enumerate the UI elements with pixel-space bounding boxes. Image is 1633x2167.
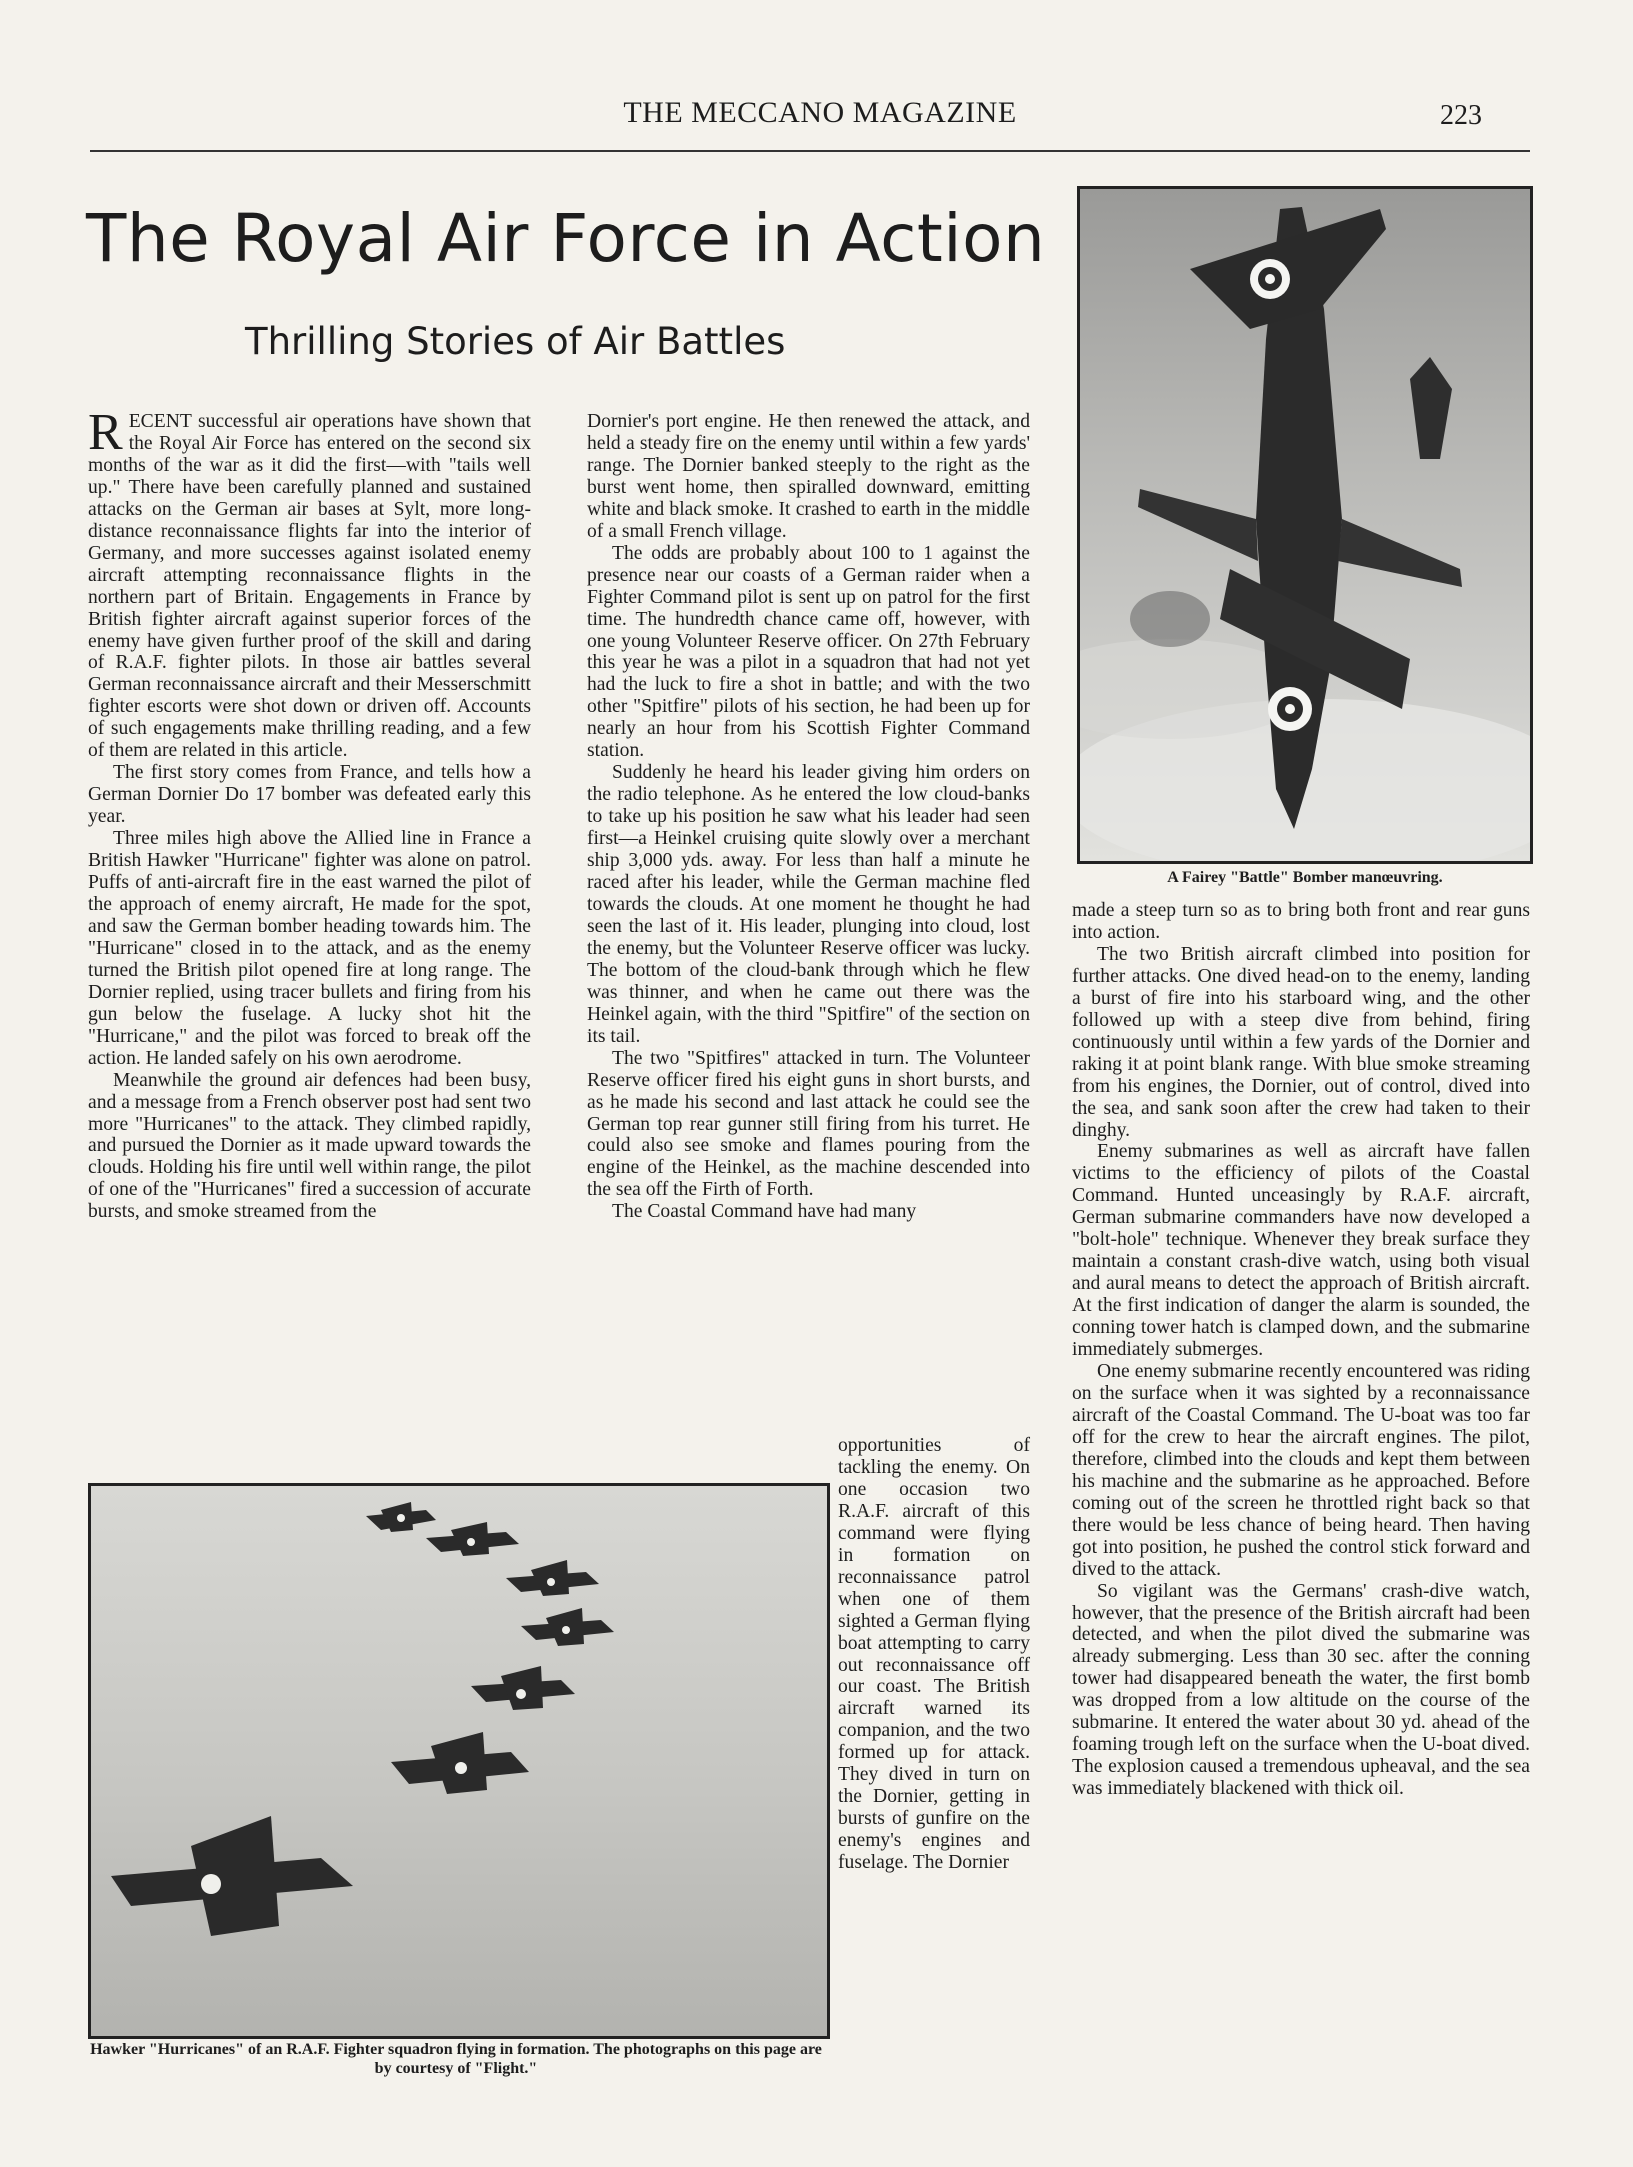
magazine-title: THE MECCANO MAGAZINE: [623, 96, 1017, 129]
article-subtitle: Thrilling Stories of Air Battles: [245, 320, 786, 363]
article-column-1: [88, 404, 531, 1223]
paragraph: The two British aircraft climbed into position for further attacks. One dived head-on to the enemy, landing a burst of fire into his starboard wing, and the other followed up with a steep dive from behind, firing continuously until within a few yards of the Dornier and raking it at point blank range. With blue smoke streaming from his engines, the Dornier, out of control, dived into the sea, and sank soon after the crew had taken to their dinghy.: [1072, 943, 1530, 1141]
paragraph: opportunities of tackling the enemy. On one occasion two R.A.F. aircraft of this command were flying in formation on reconnaissance patrol when one of them sighted a German flying boat attempting to carry out reconnaissance off our coast. The British aircraft warned its companion, and the two formed up for attack. They dived in turn on the Dornier, getting in bursts of gunfire on the enemy's engines and fuselage. The Dornier: [838, 1435, 1030, 1874]
article-column-3: [1072, 900, 1530, 1800]
paragraph: The Coastal Command have had many: [612, 1201, 917, 1223]
paragraph: Dornier's port engine. He then renewed the attack, and held a steady fire on the enemy until within a few yards' range. The Dornier banked steeply to the right as the burst went home, then spiralled downward, emitting white and black smoke. It crashed to earth in the middle of a small French village.: [587, 411, 1030, 542]
battle-bomber-illustration: [1080, 189, 1530, 861]
paragraph: Meanwhile the ground air defences had been busy, and a message from a French observer post had sent two more "Hurricanes" to the attack. They climbed rapidly, and pursued the Dornier as it made upward towards the clouds. Holding his fire until well within range, the pilot of one of the "Hurricanes" fired a succession of accurate bursts, and smoke streamed from the: [88, 1069, 531, 1223]
paragraph: The first story comes from France, and tells how a German Dornier Do 17 bomber was defeated early this year.: [88, 762, 531, 828]
paragraph: Three miles high above the Allied line in France a British Hawker "Hurricane" fighter was alone on patrol. Puffs of anti-aircraft fire in the east warned the pilot of the approach of enemy aircraft, He made for the spot, and saw the German bomber heading towards him. The "Hurricane" closed in to the attack, and as the enemy turned the British pilot opened fire at long range. The Dornier replied, using tracer bullets and firing from his gun below the fuselage. A lucky shot hit the "Hurricane," and the pilot was forced to break off the action. He landed safely on his own aerodrome.: [88, 828, 531, 1069]
hurricanes-illustration: [91, 1486, 827, 2036]
article-title: The Royal Air Force in Action: [86, 200, 1046, 277]
article-column-2: [587, 411, 1030, 1223]
paragraph: One enemy submarine recently encountered was riding on the surface when it was sighted by a reconnaissance aircraft of the Coastal Command. The U-boat was too far off for the crew to hear the aircraft engines. The pilot, therefore, climbed into the clouds and kept them between his machine and the submarine as he approached. Before coming out of the screen he throttled right back so that there would be less chance of being heard. Then having got into position, he pushed the control stick forward and dived to the attack.: [1072, 1361, 1530, 1580]
paragraph: The odds are probably about 100 to 1 against the presence near our coasts of a German raider when a Fighter Command pilot is sent up on patrol for the first time. The hundredth chance came off, however, with one young Volunteer Reserve officer. On 27th February this year he was a pilot in a squadron that had not yet had the luck to fire a shot in battle; and with the two other "Spitfire" pilots of his section, he had been up for nearly an hour from his Scottish Fighter Command station.: [587, 542, 1030, 762]
paragraph: Suddenly he heard his leader giving him orders on the radio telephone. As he entered the low cloud-banks to take up his position he saw what his leader had seen first—a Heinkel cruising quite slowly over a merchant ship 3,000 yds. away. For less than half a minute he raced after his leader, while the German machine fled towards the clouds. At one moment he thought he had seen the last of it. His leader, plunging into cloud, lost the enemy, but the Volunteer Reserve officer was lucky. The bottom of the cloud-bank through which he flew was thinner, and when he came out there was the Heinkel again, with the third "Spitfire" of the section on its tail.: [587, 762, 1030, 1047]
article-column-2-narrow: [838, 1435, 1030, 1874]
paragraph: RECENT successful air operations have shown that the Royal Air Force has entered on the second six months of the war as it did the first—with "tails well up." There have been carefully planned and sustained attacks on the German air bases at Sylt, more long-distance reconnaissance flights far into the interior of Germany, and more successes against isolated enemy aircraft attempting reconnaissance flights in the northern part of Britain. Engagements in France by British fighter aircraft against superior forces of the enemy have given further proof of the skill and daring of R.A.F. fighter pilots. In those air battles several German reconnaissance aircraft and their Messerschmitt fighter escorts were shot down or driven off. Accounts of such engagements make thrilling reading, and a few of them are related in this article.: [88, 404, 531, 762]
fairey-battle-photo: [1077, 186, 1533, 864]
hurricanes-photo-caption: Hawker "Hurricanes" of an R.A.F. Fighter squadron flying in formation. The photographs on this page are by courtesy of "Flight.": [90, 2041, 822, 2077]
battle-photo-caption: A Fairey "Battle" Bomber manœuvring.: [1167, 869, 1443, 886]
header-divider: [90, 150, 1530, 152]
paragraph: So vigilant was the Germans' crash-dive watch, however, that the presence of the British aircraft had been detected, and when the pilot dived the submarine was already submerging. Less than 30 sec. after the conning tower had disappeared beneath the water, the first bomb was dropped from a low altitude on the course of the submarine. It entered the water about 30 yd. ahead of the foaming trough left on the surface when the U-boat dived. The explosion caused a tremendous upheaval, and the sea was immediately blackened with thick oil.: [1072, 1580, 1530, 1800]
paragraph: The two "Spitfires" attacked in turn. The Volunteer Reserve officer fired his eight guns in short bursts, and as he made his second and last attack he could see the German top rear gunner still firing from his turret. He could also see smoke and flames pouring from the engine of the Heinkel, as the machine descended into the sea off the Firth of Forth.: [587, 1047, 1030, 1201]
page-number: 223: [1440, 100, 1482, 131]
paragraph: made a steep turn so as to bring both front and rear guns into action.: [1072, 900, 1530, 943]
hurricanes-formation-photo: [88, 1483, 830, 2039]
paragraph: Enemy submarines as well as aircraft have fallen victims to the efficiency of pilots of the Coastal Command. Hunted unceasingly by R.A.F. aircraft, German submarine commanders have now developed a "bolt-hole" technique. Whenever they break surface they maintain a constant crash-dive watch, using both visual and aural means to detect the approach of British aircraft. At the first indication of danger the alarm is sounded, the conning tower hatch is clamped down, and the submarine immediately submerges.: [1072, 1141, 1530, 1361]
drop-cap: R: [88, 404, 123, 461]
